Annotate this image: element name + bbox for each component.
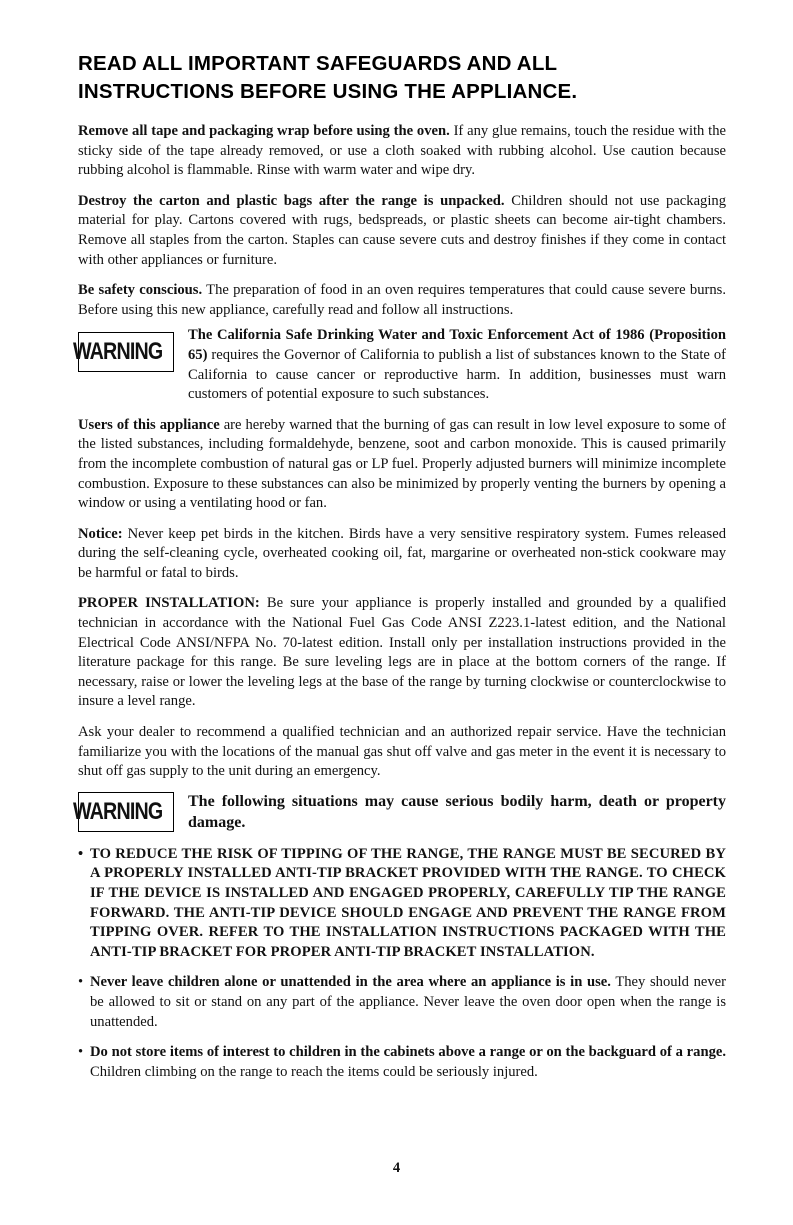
warning-badge-2 <box>72 792 174 832</box>
title-line-1: READ ALL IMPORTANT SAFEGUARDS AND ALL <box>78 52 558 75</box>
installation-body: Be sure your appliance is properly installed and grounded by a qualified technician in accordance with the National Fuel Gas Code ANSI Z223.1-latest edition, and the National Electrical Code ANSI/NFPA No. 70-latest edition. Install only per installation instructions provided in the literature package for this range. Be sure leveling legs are in place at the bottom corners of the range. If necessary, raise or lower the leveling legs at the base of the range by turning clockwise or counterclockwise to insure a level range. <box>78 595 726 710</box>
safety-heading: Be safety conscious. <box>78 282 203 299</box>
storage-body: Children climbing on the range to reach the items could be seriously injured. <box>90 1063 538 1080</box>
prop65-warning <box>72 326 726 404</box>
safety-body: The preparation of food in an oven requires temperatures that could cause severe burns. Before using this new appliance, carefully read and follow all instructions. <box>78 282 726 318</box>
children-heading: Never leave children alone or unattended in the area where an appliance is in use. <box>90 974 611 991</box>
users-paragraph <box>78 416 726 514</box>
warning-badge-label: WARNING <box>72 338 162 366</box>
page-content <box>72 50 727 1093</box>
notice-paragraph <box>78 525 726 584</box>
users-body: are hereby warned that the burning of gas can result in low level exposure to some of the listed substances, including formaldehyde, benzene, soot and carbon monoxide. This is caused primarily from the incomplete combustion of natural gas or LP fuel. Properly adjusted burners will minimize incomplete combustion. Exposure to these substances can also be minimized by properly venting the burners by opening a window or using a ventilating hood or fan. <box>78 416 727 512</box>
title-line-2: INSTRUCTIONS BEFORE USING THE APPLIANCE. <box>78 80 578 103</box>
dealer-paragraph <box>78 723 726 782</box>
bullet-marker: • <box>78 845 84 862</box>
tape-body: If any glue remains, touch the residue with the sticky side of the tape already removed, or use a cloth soaked with rubbing alcohol. Use caution because rubbing alcohol is flammable. Rinse with warm water and wipe dry. <box>78 123 726 179</box>
page-number: 4 <box>392 1160 401 1176</box>
tape-paragraph <box>78 122 726 181</box>
warning-badge-label: WARNING <box>72 797 162 825</box>
safety-paragraph <box>78 281 726 320</box>
carton-heading: Destroy the carton and plastic bags after the range is unpacked. <box>78 192 505 209</box>
notice-body: Never keep pet birds in the kitchen. Birds have a very sensitive respiratory system. Fumes released during the self-cleaning cycle, overheated cooking oil, fat, margarine or overheated non-stick cookware may be harmful or fatal to birds. <box>78 525 726 581</box>
installation-heading: PROPER INSTALLATION: <box>78 595 260 612</box>
prop65-body: requires the Governor of California to publish a list of substances known to the State of California to cause cancer or reproductive harm. In addition, businesses must warn customers of potential exposure to such substances. <box>188 346 726 403</box>
prop65-text <box>188 326 726 404</box>
bullet-marker: • <box>78 1044 84 1061</box>
users-heading: Users of this appliance <box>78 416 220 433</box>
storage-heading: Do not store items of interest to children in the cabinets above a range or on the backguard of a range. <box>90 1044 726 1061</box>
prop65-heading: The California Safe Drinking Water and Toxic Enforcement Act of 1986 (Proposition 65) <box>188 327 726 363</box>
hazard-text: The following situations may cause serious bodily harm, death or property damage. <box>188 792 726 831</box>
installation-paragraph <box>78 594 726 712</box>
tape-heading: Remove all tape and packaging wrap before using the oven. <box>78 123 450 139</box>
anti-tip-bullet <box>78 845 726 963</box>
carton-paragraph <box>78 192 726 270</box>
warning-badge <box>72 332 174 372</box>
notice-heading: Notice: <box>78 525 123 542</box>
children-body: They should never be allowed to sit or stand on any part of the appliance. Never leave the oven door open when the range is unattended. <box>90 974 726 1030</box>
dealer-body: Ask your dealer to recommend a qualified technician and an authorized repair service. Have the technician familiarize you with the locations of the manual gas shut off valve and gas meter in the event it is necessary to shut off gas supply to the unit during an emergency. <box>78 724 726 780</box>
carton-body: Children should not use packaging material for play. Cartons covered with rugs, bedspreads, or plastic sheets can become air-tight chambers. Remove all staples from the carton. Staples can cause severe cuts and destroy finishes if they come in contact with other appliances or furniture. <box>78 192 727 268</box>
bullet-marker: • <box>78 974 84 991</box>
children-bullet <box>78 973 726 1032</box>
page-title <box>78 50 726 106</box>
storage-bullet <box>78 1043 726 1082</box>
hazard-warning <box>72 791 726 833</box>
anti-tip-text: TO REDUCE THE RISK OF TIPPING OF THE RANGE, THE RANGE MUST BE SECURED BY A PROPERLY INSTALLED ANTI-TIP BRACKET PROVIDED WITH THE RANGE. TO CHECK IF THE DEVICE IS INSTALLED AND ENGAGED PROPERLY, CAREFULLY TIP THE RANGE FORWARD. THE ANTI-TIP DEVICE SHOULD ENGAGE AND PREVENT THE RANGE FROM TIPPING OVER. REFER TO THE INSTALLATION INSTRUCTIONS PACKAGED WITH THE ANTI-TIP BRACKET FOR PROPER ANTI-TIP BRACKET INSTALLATION. <box>90 845 726 960</box>
